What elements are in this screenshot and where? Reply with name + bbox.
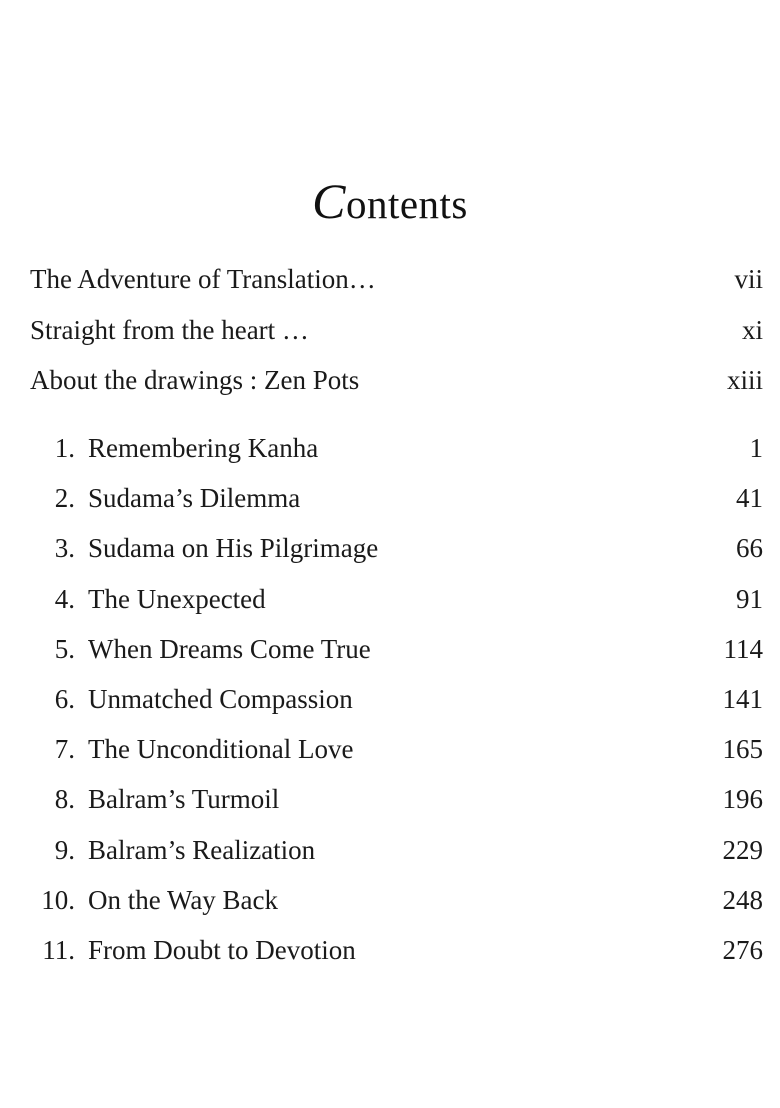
chapter-title: Balram’s Realization bbox=[88, 834, 316, 865]
chapter-page-number: 141 bbox=[722, 683, 763, 714]
chapter-entry[interactable] bbox=[30, 825, 763, 875]
chapter-title: Sudama on His Pilgrimage bbox=[88, 533, 379, 564]
chapter-title: When Dreams Come True bbox=[88, 633, 371, 664]
chapter-page-number: 41 bbox=[736, 483, 763, 514]
chapter-entry[interactable] bbox=[30, 724, 763, 774]
chapter-title: Unmatched Compassion bbox=[88, 683, 353, 714]
chapter-page-number: 196 bbox=[722, 784, 763, 815]
chapter-title: Remembering Kanha bbox=[88, 433, 319, 463]
chapter-number: 9. bbox=[54, 834, 75, 865]
chapter-title: The Unconditional Love bbox=[88, 734, 354, 765]
chapter-number: 6. bbox=[54, 683, 75, 714]
chapter-entry[interactable] bbox=[30, 925, 763, 975]
chapter-entry[interactable] bbox=[30, 624, 763, 674]
chapter-number: 11. bbox=[42, 934, 75, 965]
chapter-page-number: 114 bbox=[723, 633, 763, 664]
entry-title: The Adventure of Translation… bbox=[30, 264, 376, 294]
chapter-number: 3. bbox=[54, 533, 75, 564]
chapter-page-number: 1 bbox=[749, 433, 763, 463]
toc-entry[interactable] bbox=[30, 355, 763, 406]
chapter-number: 2. bbox=[54, 483, 75, 514]
chapter-page-number: 165 bbox=[722, 734, 763, 765]
chapter-entry[interactable] bbox=[30, 875, 763, 925]
toc-entry[interactable] bbox=[30, 305, 763, 356]
chapter-entry[interactable] bbox=[30, 523, 763, 573]
page-title bbox=[0, 172, 780, 230]
chapter-entry[interactable] bbox=[30, 774, 763, 824]
chapter-entry[interactable] bbox=[30, 574, 763, 624]
entry-title: Straight from the heart … bbox=[30, 314, 309, 345]
entry-title: About the drawings : Zen Pots bbox=[30, 365, 360, 395]
front-matter-list bbox=[30, 254, 763, 406]
chapter-page-number: 229 bbox=[722, 834, 763, 865]
chapter-page-number: 276 bbox=[722, 934, 763, 965]
title-rest: ontents bbox=[345, 181, 468, 227]
chapter-title: Sudama’s Dilemma bbox=[88, 483, 301, 514]
chapter-list bbox=[30, 423, 763, 975]
chapter-page-number: 248 bbox=[722, 884, 763, 915]
chapter-entry[interactable] bbox=[30, 423, 763, 473]
toc-entry[interactable] bbox=[30, 254, 763, 305]
chapter-page-number: 66 bbox=[736, 533, 763, 564]
chapter-title: From Doubt to Devotion bbox=[88, 934, 356, 965]
chapter-number: 8. bbox=[54, 784, 75, 815]
chapter-number: 5. bbox=[54, 633, 75, 664]
entry-page-number: xiii bbox=[726, 365, 763, 395]
chapter-number: 10. bbox=[41, 884, 75, 915]
chapter-entry[interactable] bbox=[30, 473, 763, 523]
title-initial: C bbox=[312, 173, 346, 229]
entry-page-number: vii bbox=[734, 264, 763, 294]
chapter-title: Balram’s Turmoil bbox=[88, 784, 280, 815]
chapter-number: 7. bbox=[54, 734, 75, 765]
chapter-page-number: 91 bbox=[736, 583, 763, 614]
chapter-number: 4. bbox=[54, 583, 75, 614]
chapter-entry[interactable] bbox=[30, 674, 763, 724]
chapter-title: On the Way Back bbox=[88, 884, 279, 915]
entry-page-number: xi bbox=[741, 314, 763, 345]
chapter-number: 1. bbox=[54, 433, 75, 463]
chapter-title: The Unexpected bbox=[88, 583, 266, 614]
